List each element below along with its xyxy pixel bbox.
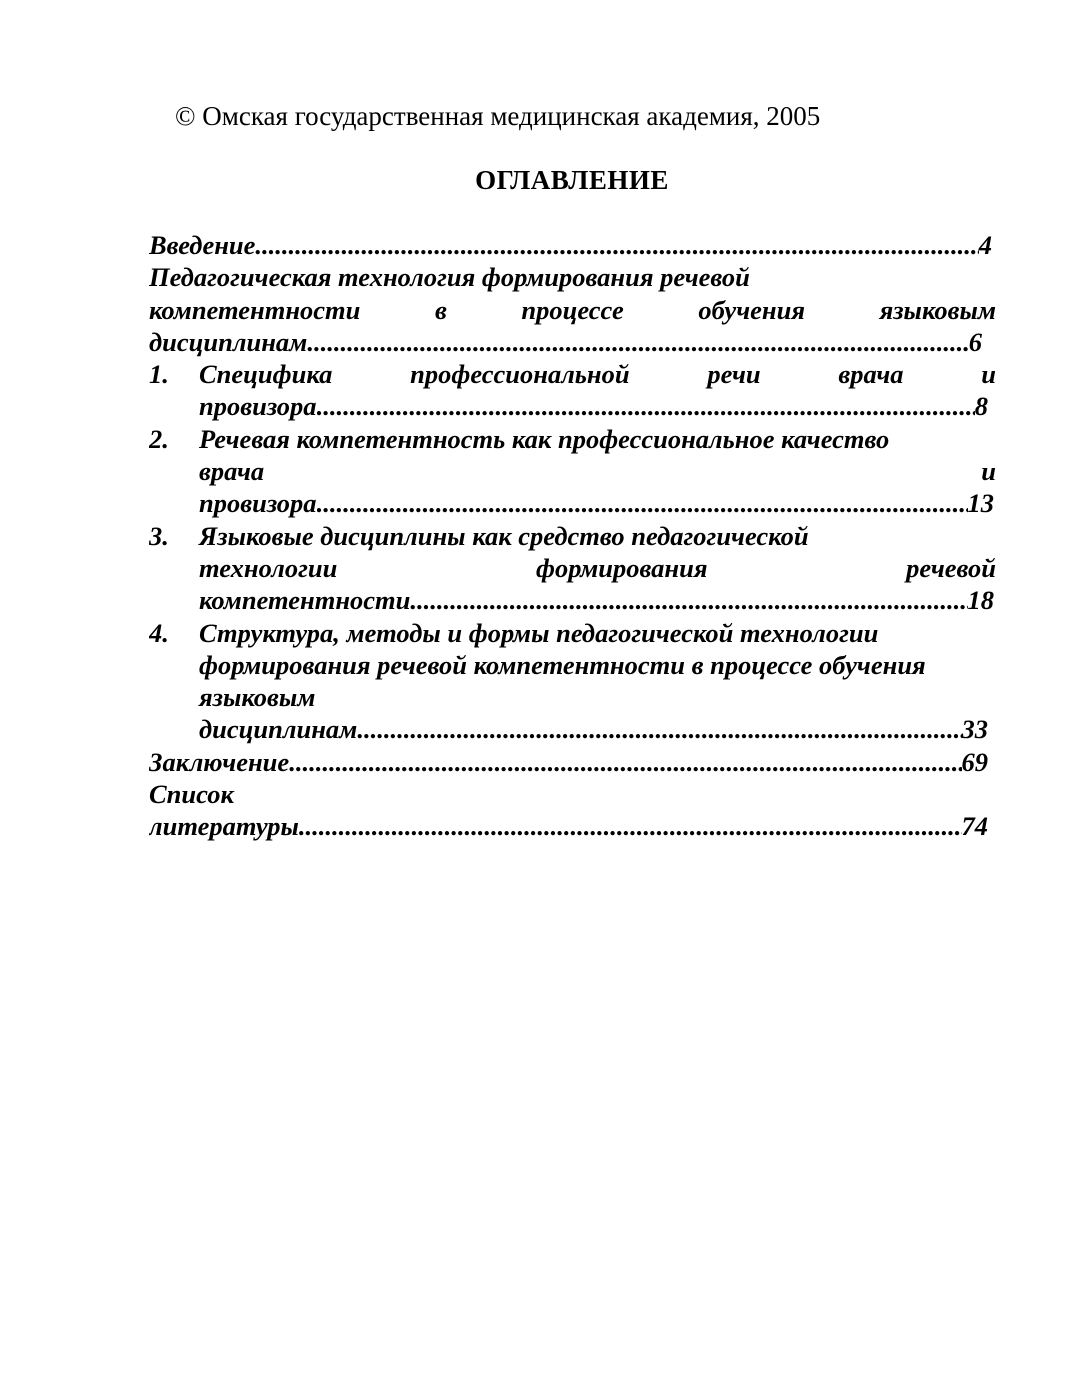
toc-entry-item1-line1[interactable]: [149, 358, 996, 390]
toc-entry-label: провизора: [199, 488, 317, 519]
toc-entry-item2-line1[interactable]: [149, 423, 996, 455]
toc-entry-item2-line3[interactable]: [149, 487, 996, 519]
toc-entry-intro[interactable]: [149, 229, 996, 261]
toc-entry-label: Языковые дисциплины как средство педагогической: [199, 520, 809, 551]
toc-entry-item3-line2[interactable]: [149, 552, 996, 584]
toc-entry-item3-line3[interactable]: [149, 584, 996, 616]
toc-entry-label: Структура, методы и формы педагогической технологии: [199, 617, 879, 648]
toc-entry-label: Заключение: [149, 746, 290, 777]
toc-entry-label: дисциплинам: [199, 714, 358, 745]
dot-leader: [410, 584, 967, 616]
toc-entry-label: дисциплинам: [149, 326, 308, 357]
toc-entry-references-line2[interactable]: [149, 810, 996, 842]
toc-entry-conclusion[interactable]: [149, 746, 996, 778]
toc-page-number: 74: [961, 811, 988, 842]
toc-word: технологии: [199, 552, 338, 583]
toc-entry-references-line1[interactable]: Список: [149, 779, 234, 810]
toc-page-number: 4: [978, 230, 992, 260]
toc-heading: ОГЛАВЛЕНИЕ: [475, 165, 669, 195]
toc-entry-label: провизора: [199, 391, 317, 422]
toc-word: компетентности: [149, 294, 361, 325]
toc-entry-label: компетентности: [199, 585, 411, 616]
toc-word: и: [981, 456, 996, 487]
dot-leader: [317, 390, 975, 422]
dot-leader: [289, 746, 961, 778]
toc-word: речевой: [906, 552, 996, 583]
toc-page-number: 8: [974, 391, 988, 422]
toc-entry-main-line1[interactable]: Педагогическая технология формирования речевой: [149, 262, 750, 293]
toc-entry-item1-line2[interactable]: [149, 390, 996, 422]
toc-word: и: [981, 359, 996, 390]
toc-page-number: 33: [961, 714, 988, 745]
toc-entry-item4-line3[interactable]: языковым: [199, 682, 316, 713]
toc-item-number: 4.: [149, 617, 169, 648]
toc-entry-item4-line1[interactable]: [149, 617, 996, 649]
toc-entry-main-line2[interactable]: [149, 294, 996, 326]
toc-page-number: 69: [961, 746, 988, 777]
toc-word: формирования: [535, 552, 708, 583]
toc-entry-main-line3[interactable]: [149, 326, 996, 358]
toc-entry-item4-line4[interactable]: [149, 713, 996, 745]
toc-word: Специфика: [199, 359, 333, 390]
table-of-contents: [149, 229, 996, 843]
toc-word: языковым: [879, 294, 996, 325]
toc-page-number: 18: [967, 585, 994, 616]
dot-leader: [299, 810, 962, 842]
dot-leader: [255, 229, 978, 261]
toc-word: в: [434, 294, 447, 325]
toc-item-number: 1.: [149, 359, 169, 390]
toc-word: обучения: [698, 294, 805, 325]
toc-word: профессиональной: [410, 359, 630, 390]
dot-leader: [357, 713, 961, 745]
toc-entry-label: литературы: [149, 811, 299, 842]
dot-leader: [317, 487, 968, 519]
toc-entry-item2-line2[interactable]: [149, 455, 996, 487]
copyright-notice: © Омская государственная медицинская академия, 2005: [175, 101, 821, 131]
toc-entry-item3-line1[interactable]: [149, 520, 996, 552]
toc-item-number: 2.: [149, 423, 169, 454]
toc-item-number: 3.: [149, 520, 169, 551]
toc-word: речи: [707, 359, 761, 390]
toc-word: врача: [838, 359, 904, 390]
dot-leader: [307, 326, 968, 358]
toc-page-number: 6: [968, 326, 982, 357]
toc-word: процессе: [521, 294, 624, 325]
toc-page-number: 13: [967, 488, 994, 519]
toc-entry-label: Речевая компетентность как профессиональное качество: [199, 423, 890, 454]
toc-entry-label: Введение: [149, 230, 256, 260]
toc-entry-item4-line2[interactable]: формирования речевой компетентности в процессе обучения: [199, 649, 926, 680]
toc-word: врача: [199, 456, 265, 487]
